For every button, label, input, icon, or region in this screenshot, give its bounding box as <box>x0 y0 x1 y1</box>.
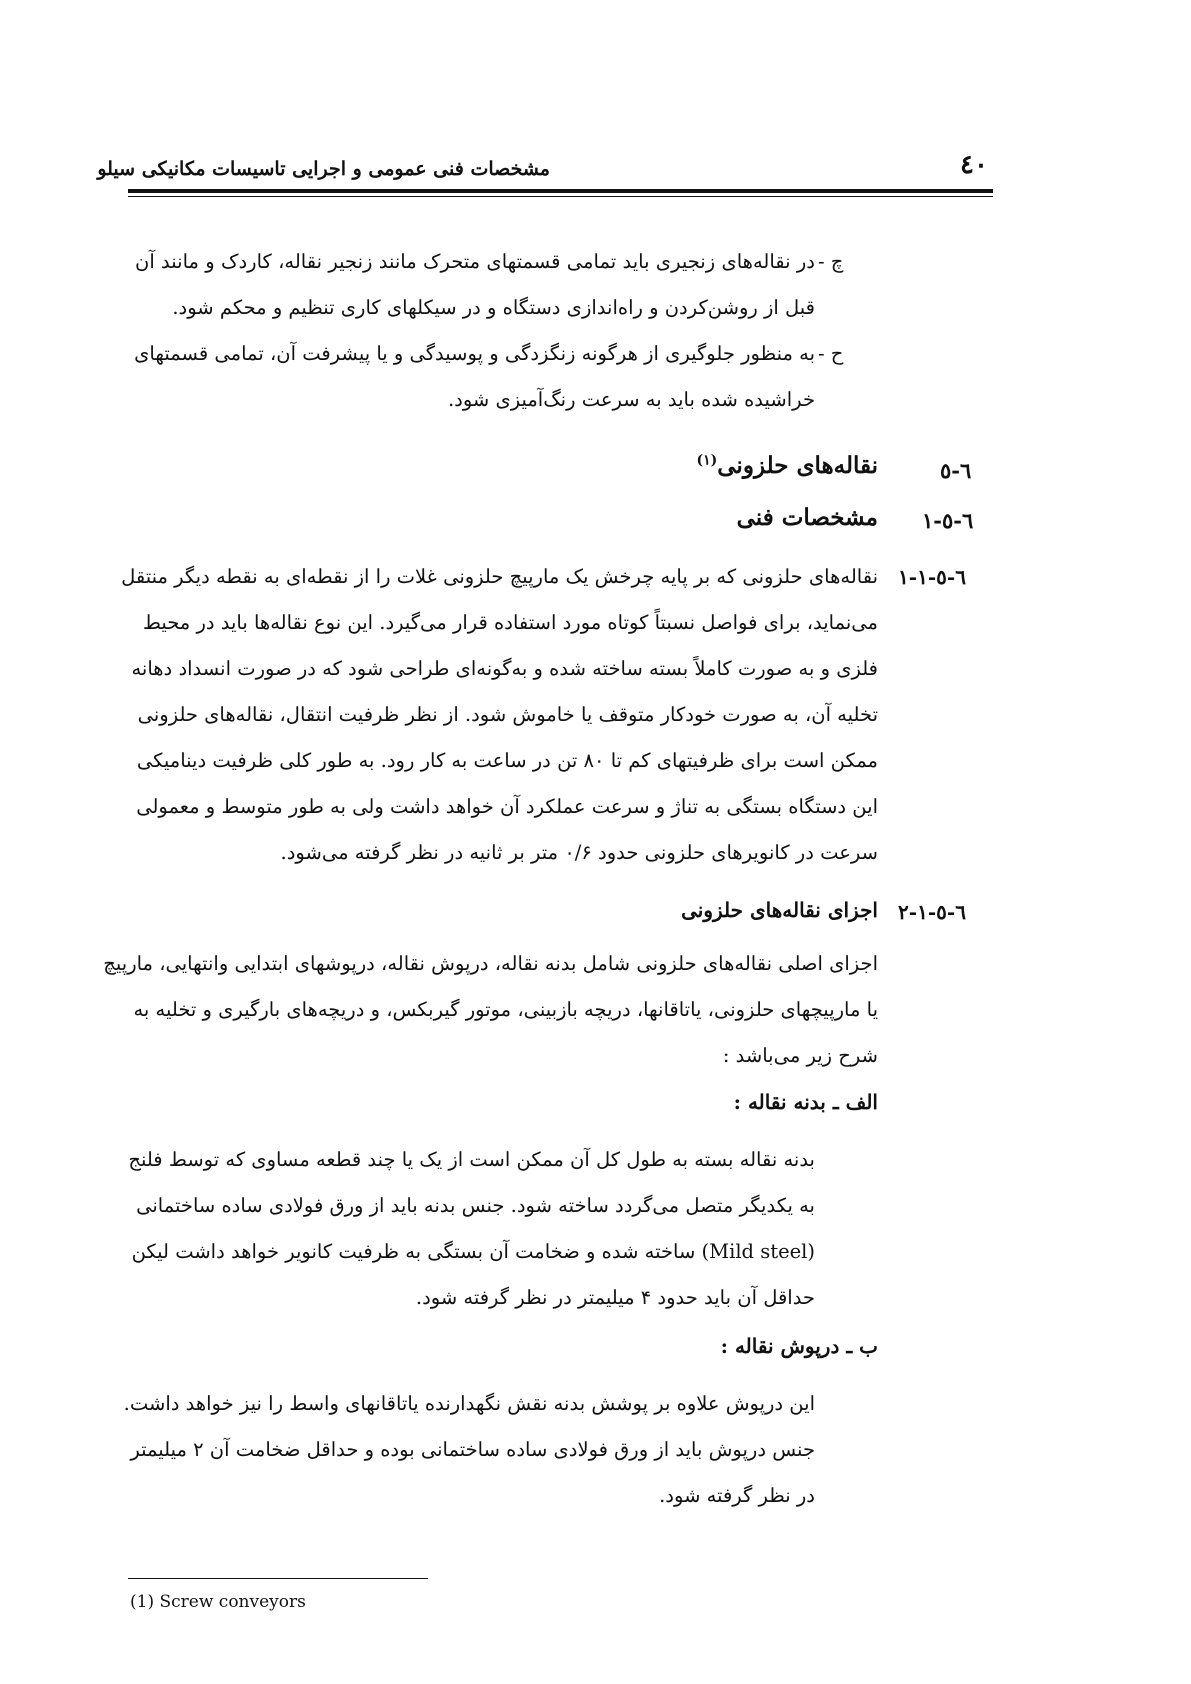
section-6-5-1-number: ٦-٥-١ <box>922 508 974 533</box>
page-number: ٤٠ <box>960 150 988 180</box>
part-be-line-2: جنس درپوش باید از ورق فولادی ساده ساختمانی بوده و حداقل ضخامت آن ۲ میلیمتر <box>130 1438 815 1461</box>
part-be-heading: ب ـ درپوش نقاله : <box>720 1334 878 1358</box>
para-6-5-1-1-line-7: سرعت در کانویرهای حلزونی حدود ۰/۶ متر بر ثانیه در نظر گرفته می‌شود. <box>280 841 878 864</box>
para-6-5-1-1-line-3: فلزی و به صورت کاملاً بسته ساخته شده و به‌گونه‌ای طراحی شود که در صورت انسداد دهانه <box>131 657 878 680</box>
para-6-5-1-1-line-5: ممکن است برای ظرفیتهای کم تا ۸۰ تن در ساعت به کار رود. به طور کلی ظرفیت دینامیکی <box>136 749 878 772</box>
part-alef-line-4: حداقل آن باید حدود ۴ میلیمتر در نظر گرفته شود. <box>415 1286 815 1309</box>
footnote-rule <box>128 1578 428 1579</box>
section-6-5-1-1-number: ٦-٥-١-١ <box>898 565 966 589</box>
header-rule-thin <box>128 196 993 197</box>
para-6-5-1-1-line-2: می‌نماید، برای فواصل نسبتاً کوتاه مورد استفاده قرار می‌گیرد. این نوع نقاله‌ها باید در محیط <box>142 611 878 634</box>
item-he-line-2: خراشیده شده باید به سرعت رنگ‌آمیزی شود. <box>447 388 815 411</box>
item-he-line-1: به منظور جلوگیری از هرگونه زنگزدگی و پوسیدگی و یا پیشرفت آن، تمامی قسمتهای <box>134 342 815 365</box>
para-6-5-1-1-line-6: این دستگاه بستگی به تناژ و سرعت عملکرد آن خواهد داشت ولی به طور متوسط و معمولی <box>136 795 878 818</box>
part-alef-heading: الف ـ بدنه نقاله : <box>733 1090 878 1114</box>
para-6-5-1-1-line-4: تخلیه آن، به صورت خودکار متوقف یا خاموش شود. از نظر ظرفیت انتقال، نقاله‌های حلزونی <box>137 703 878 726</box>
para-6-5-1-2-line-2: یا مارپیچهای حلزونی، یاتاقانها، دریچه بازبینی، موتور گیربکس، و دریچه‌های بارگیری و تخلیه به <box>133 998 878 1021</box>
para-6-5-1-2-line-1: اجزای اصلی نقاله‌های حلزونی شامل بدنه نقاله، درپوش نقاله، درپوشهای ابتدایی وانتهایی، مارپیچ <box>103 952 878 975</box>
part-be-line-3: در نظر گرفته شود. <box>659 1484 815 1507</box>
part-alef-line-1: بدنه نقاله بسته به طول کل آن ممکن است از یک یا چند قطعه مساوی که توسط فلنج <box>128 1148 815 1171</box>
section-6-5-number: ٦-٥ <box>940 458 972 483</box>
section-6-5-1-2-number: ٦-٥-١-٢ <box>898 900 966 924</box>
part-alef-line-3: (Mild steel) ساخته شده و ضخامت آن بستگی به ظرفیت کانویر خواهد داشت لیکن <box>131 1240 815 1263</box>
part-alef-line-2: به یکدیگر متصل می‌گردد ساخته شود. جنس بدنه باید از ورق فولادی ساده ساختمانی <box>136 1194 815 1217</box>
para-6-5-1-2-line-3: شرح زیر می‌باشد : <box>722 1044 878 1067</box>
item-marker-he: ح - <box>818 342 844 365</box>
section-6-5-1-2-title: اجزای نقاله‌های حلزونی <box>681 898 878 922</box>
para-6-5-1-1-line-1: نقاله‌های حلزونی که بر پایه چرخش یک مارپیچ حلزونی غلات را از نقطه‌ای به نقطه دیگر منتقل <box>121 565 878 588</box>
item-che-line-1: در نقاله‌های زنجیری باید تمامی قسمتهای متحرک مانند زنجیر نقاله، کاردک و مانند آن <box>135 250 815 273</box>
item-che-line-2: قبل از روشن‌کردن و راه‌اندازی دستگاه و در سیکلهای کاری تنظیم و محکم شود. <box>172 296 815 319</box>
footnote-ref: (۱) <box>696 452 718 469</box>
section-6-5-1-title: مشخصات فنی <box>736 504 878 531</box>
section-6-5-title: نقاله‌های حلزونی$^{(۱)}$ <box>696 452 878 479</box>
running-title: مشخصات فنی عمومی و اجرایی تاسیسات مکانیکی سیلو <box>97 158 550 180</box>
header-rule-thick <box>128 189 993 193</box>
item-marker-che: چ - <box>818 250 844 273</box>
part-be-line-1: این درپوش علاوه بر پوشش بدنه نقش نگهدارنده یاتاقانهای واسط را نیز خواهد داشت. <box>123 1392 815 1415</box>
footnote-text: (1) Screw conveyors <box>130 1592 306 1612</box>
